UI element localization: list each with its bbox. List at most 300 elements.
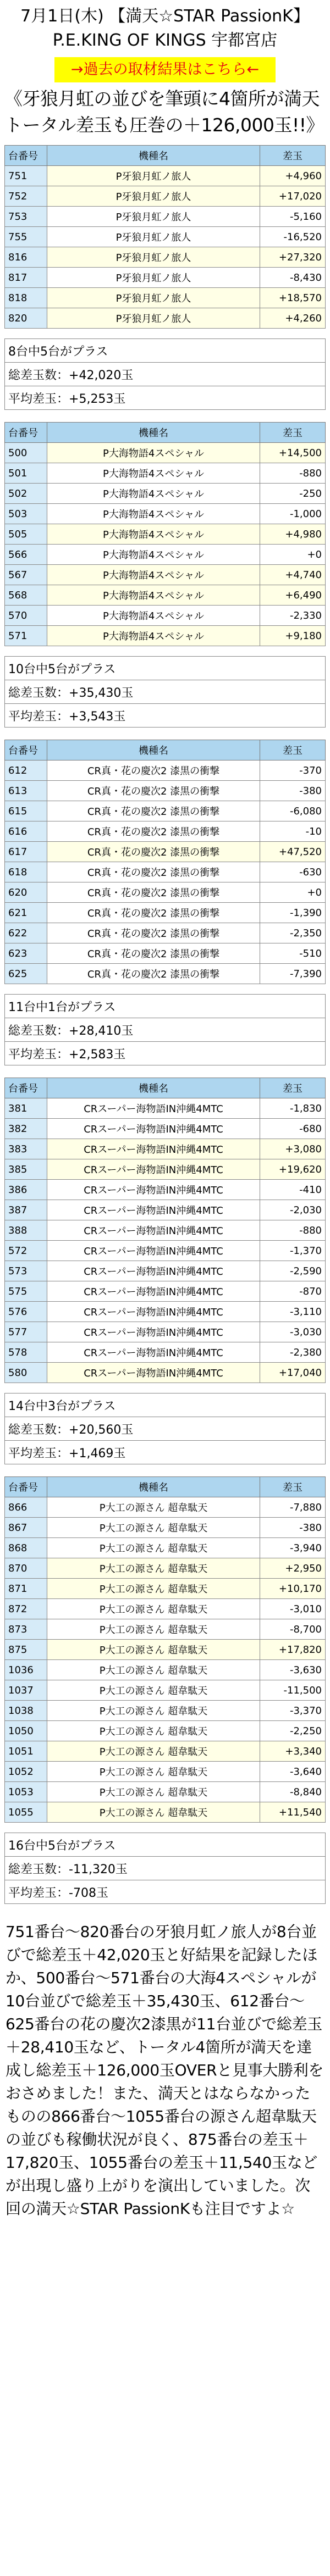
- diff-cell: -3,370: [260, 1701, 326, 1721]
- col-header-machine: 機種名: [47, 740, 260, 760]
- machine-number-cell: 576: [5, 1302, 47, 1322]
- machine-number-cell: 625: [5, 964, 47, 984]
- machine-table: [4, 145, 326, 329]
- total-diff-label: 総差玉数：: [8, 368, 69, 382]
- diff-cell: +4,960: [260, 166, 326, 186]
- table-row: [5, 923, 326, 943]
- table-header-row: [5, 1477, 326, 1497]
- col-header-machine: 機種名: [47, 1477, 260, 1497]
- table-row: [5, 207, 326, 227]
- machine-number-cell: 383: [5, 1139, 47, 1159]
- table-header-row: [5, 423, 326, 443]
- machine-name-cell: CRスーパー海物語IN沖縄4MTC: [47, 1302, 260, 1322]
- machine-number-cell: 818: [5, 288, 47, 308]
- table-row: [5, 1200, 326, 1220]
- machine-number-cell: 870: [5, 1558, 47, 1579]
- diff-cell: +17,820: [260, 1640, 326, 1660]
- machine-number-cell: 820: [5, 308, 47, 329]
- average-diff: [5, 704, 326, 728]
- table-row: [5, 1701, 326, 1721]
- diff-cell: -630: [260, 862, 326, 882]
- machine-name-cell: CR真・花の慶次2 漆黒の衝撃: [47, 964, 260, 984]
- table-row: [5, 524, 326, 545]
- table-header-row: [5, 740, 326, 760]
- diff-cell: -2,330: [260, 606, 326, 626]
- table-row: [5, 443, 326, 463]
- table-row: [5, 308, 326, 329]
- machine-number-cell: 817: [5, 268, 47, 288]
- machine-number-cell: 612: [5, 760, 47, 781]
- machine-name-cell: CRスーパー海物語IN沖縄4MTC: [47, 1220, 260, 1241]
- table-row: [5, 862, 326, 882]
- table-row: [5, 801, 326, 821]
- average-diff-label: 平均差玉：: [8, 392, 69, 406]
- plus-count: 10台中5台がプラス: [5, 657, 326, 680]
- section-summary-table: [4, 994, 326, 1065]
- diff-cell: +10,170: [260, 1579, 326, 1599]
- diff-cell: -880: [260, 1220, 326, 1241]
- diff-cell: -3,630: [260, 1660, 326, 1680]
- section-summary-table: [4, 1833, 326, 1904]
- machine-name-cell: P牙狼月虹ノ旅人: [47, 227, 260, 247]
- machine-name-cell: P大海物語4スペシャル: [47, 504, 260, 524]
- diff-cell: -870: [260, 1281, 326, 1302]
- event-date-title: 7月1日(木) 【満天☆STAR PassionK】: [20, 7, 310, 26]
- machine-table: [4, 740, 326, 984]
- diff-cell: +27,320: [260, 247, 326, 268]
- machine-name-cell: P牙狼月虹ノ旅人: [47, 247, 260, 268]
- machine-name-cell: P大工の源さん 超韋駄天: [47, 1497, 260, 1518]
- diff-cell: +17,020: [260, 186, 326, 207]
- table-row: [5, 1721, 326, 1741]
- table-row: [5, 1363, 326, 1383]
- col-header-diff: 差玉: [260, 423, 326, 443]
- machine-name-cell: P大工の源さん 超韋駄天: [47, 1701, 260, 1721]
- machine-number-cell: 566: [5, 545, 47, 565]
- machine-number-cell: 570: [5, 606, 47, 626]
- machine-name-cell: CR真・花の慶次2 漆黒の衝撃: [47, 882, 260, 903]
- diff-cell: +4,260: [260, 308, 326, 329]
- total-diff: [5, 1417, 326, 1441]
- diff-cell: -2,380: [260, 1342, 326, 1363]
- machine-number-cell: 386: [5, 1180, 47, 1200]
- table-row: [5, 1782, 326, 1802]
- table-row: [5, 821, 326, 842]
- machine-number-cell: 620: [5, 882, 47, 903]
- diff-cell: +14,500: [260, 443, 326, 463]
- machine-section: [4, 422, 326, 728]
- machine-name-cell: P大工の源さん 超韋駄天: [47, 1558, 260, 1579]
- machine-number-cell: 382: [5, 1119, 47, 1139]
- total-diff-label: 総差玉数：: [8, 1862, 69, 1877]
- machine-name-cell: P大工の源さん 超韋駄天: [47, 1660, 260, 1680]
- machine-name-cell: CRスーパー海物語IN沖縄4MTC: [47, 1119, 260, 1139]
- diff-cell: +18,570: [260, 288, 326, 308]
- machine-number-cell: 616: [5, 821, 47, 842]
- machine-number-cell: 1051: [5, 1741, 47, 1762]
- table-row: [5, 268, 326, 288]
- past-results-link[interactable]: →過去の取材結果はこちら←: [54, 57, 276, 82]
- machine-number-cell: 505: [5, 524, 47, 545]
- table-row: [5, 1762, 326, 1782]
- diff-cell: -16,520: [260, 227, 326, 247]
- total-diff-label: 総差玉数：: [8, 1423, 69, 1437]
- table-row: [5, 781, 326, 801]
- table-row: [5, 545, 326, 565]
- section-summary-table: [4, 656, 326, 728]
- machine-number-cell: 1053: [5, 1782, 47, 1802]
- table-row: [5, 1741, 326, 1762]
- diff-cell: -1,370: [260, 1241, 326, 1261]
- machine-name-cell: P大海物語4スペシャル: [47, 443, 260, 463]
- machine-name-cell: P大工の源さん 超韋駄天: [47, 1680, 260, 1701]
- section-summary-table: [4, 338, 326, 410]
- table-row: [5, 1119, 326, 1139]
- table-row: [5, 1680, 326, 1701]
- machine-sections: [0, 145, 330, 1916]
- machine-name-cell: CRスーパー海物語IN沖縄4MTC: [47, 1200, 260, 1220]
- headline: 《牙狼月虹の並びを筆頭に4箇所が満天トータル差玉も圧巻の＋126,000玉!!》: [4, 88, 324, 136]
- total-diff-value: +28,410玉: [69, 1024, 134, 1038]
- diff-cell: +0: [260, 882, 326, 903]
- table-row: [5, 227, 326, 247]
- col-header-diff: 差玉: [260, 1078, 326, 1098]
- col-header-number: 台番号: [5, 740, 47, 760]
- machine-number-cell: 753: [5, 207, 47, 227]
- diff-cell: -680: [260, 1119, 326, 1139]
- machine-name-cell: CRスーパー海物語IN沖縄4MTC: [47, 1363, 260, 1383]
- total-diff-value: +35,430玉: [69, 686, 134, 700]
- table-row: [5, 1098, 326, 1119]
- table-row: [5, 565, 326, 585]
- diff-cell: -3,640: [260, 1762, 326, 1782]
- diff-cell: +9,180: [260, 626, 326, 646]
- diff-cell: +3,080: [260, 1139, 326, 1159]
- table-header-row: [5, 146, 326, 166]
- average-diff-label: 平均差玉：: [8, 709, 69, 724]
- machine-name-cell: P大海物語4スペシャル: [47, 484, 260, 504]
- diff-cell: +6,490: [260, 585, 326, 606]
- col-header-diff: 差玉: [260, 1477, 326, 1497]
- machine-number-cell: 816: [5, 247, 47, 268]
- machine-name-cell: P大工の源さん 超韋駄天: [47, 1741, 260, 1762]
- col-header-number: 台番号: [5, 1477, 47, 1497]
- machine-name-cell: CR真・花の慶次2 漆黒の衝撃: [47, 760, 260, 781]
- diff-cell: -11,500: [260, 1680, 326, 1701]
- machine-number-cell: 872: [5, 1599, 47, 1619]
- col-header-number: 台番号: [5, 423, 47, 443]
- average-diff-label: 平均差玉：: [8, 1047, 69, 1062]
- diff-cell: +4,980: [260, 524, 326, 545]
- machine-name-cell: P大工の源さん 超韋駄天: [47, 1640, 260, 1660]
- machine-name-cell: P大海物語4スペシャル: [47, 565, 260, 585]
- machine-number-cell: 613: [5, 781, 47, 801]
- machine-number-cell: 1052: [5, 1762, 47, 1782]
- machine-name-cell: P大工の源さん 超韋駄天: [47, 1538, 260, 1558]
- machine-name-cell: CRスーパー海物語IN沖縄4MTC: [47, 1159, 260, 1180]
- diff-cell: -410: [260, 1180, 326, 1200]
- col-header-diff: 差玉: [260, 740, 326, 760]
- table-row: [5, 964, 326, 984]
- machine-number-cell: 623: [5, 943, 47, 964]
- machine-number-cell: 387: [5, 1200, 47, 1220]
- total-diff-value: +42,020玉: [69, 368, 134, 382]
- table-row: [5, 606, 326, 626]
- diff-cell: -2,590: [260, 1261, 326, 1281]
- machine-name-cell: CR真・花の慶次2 漆黒の衝撃: [47, 943, 260, 964]
- diff-cell: -2,250: [260, 1721, 326, 1741]
- machine-table: [4, 1476, 326, 1823]
- table-row: [5, 1220, 326, 1241]
- machine-number-cell: 572: [5, 1241, 47, 1261]
- machine-name-cell: P大工の源さん 超韋駄天: [47, 1802, 260, 1823]
- machine-name-cell: P大海物語4スペシャル: [47, 606, 260, 626]
- machine-name-cell: P大海物語4スペシャル: [47, 585, 260, 606]
- table-row: [5, 463, 326, 484]
- table-row: [5, 760, 326, 781]
- machine-name-cell: CRスーパー海物語IN沖縄4MTC: [47, 1180, 260, 1200]
- machine-section: [4, 740, 326, 1065]
- diff-cell: +19,620: [260, 1159, 326, 1180]
- col-header-machine: 機種名: [47, 1078, 260, 1098]
- table-row: [5, 1241, 326, 1261]
- diff-cell: +2,950: [260, 1558, 326, 1579]
- machine-section: [4, 145, 326, 410]
- diff-cell: +11,540: [260, 1802, 326, 1823]
- machine-name-cell: P大工の源さん 超韋駄天: [47, 1619, 260, 1640]
- machine-number-cell: 1037: [5, 1680, 47, 1701]
- table-row: [5, 585, 326, 606]
- machine-name-cell: CR真・花の慶次2 漆黒の衝撃: [47, 781, 260, 801]
- table-header-row: [5, 1078, 326, 1098]
- table-row: [5, 903, 326, 923]
- machine-number-cell: 578: [5, 1342, 47, 1363]
- machine-name-cell: CR真・花の慶次2 漆黒の衝撃: [47, 801, 260, 821]
- machine-name-cell: P牙狼月虹ノ旅人: [47, 288, 260, 308]
- machine-number-cell: 577: [5, 1322, 47, 1342]
- machine-number-cell: 866: [5, 1497, 47, 1518]
- machine-number-cell: 755: [5, 227, 47, 247]
- diff-cell: -880: [260, 463, 326, 484]
- diff-cell: -7,390: [260, 964, 326, 984]
- machine-number-cell: 867: [5, 1518, 47, 1538]
- machine-name-cell: P牙狼月虹ノ旅人: [47, 166, 260, 186]
- average-diff: [5, 1880, 326, 1904]
- machine-table: [4, 1078, 326, 1383]
- machine-name-cell: CRスーパー海物語IN沖縄4MTC: [47, 1261, 260, 1281]
- diff-cell: -370: [260, 760, 326, 781]
- machine-number-cell: 580: [5, 1363, 47, 1383]
- machine-name-cell: CRスーパー海物語IN沖縄4MTC: [47, 1241, 260, 1261]
- table-row: [5, 1302, 326, 1322]
- diff-cell: +3,340: [260, 1741, 326, 1762]
- table-row: [5, 1281, 326, 1302]
- machine-name-cell: CRスーパー海物語IN沖縄4MTC: [47, 1139, 260, 1159]
- machine-name-cell: CR真・花の慶次2 漆黒の衝撃: [47, 821, 260, 842]
- total-diff-label: 総差玉数：: [8, 686, 69, 700]
- diff-cell: +4,740: [260, 565, 326, 585]
- machine-number-cell: 1036: [5, 1660, 47, 1680]
- diff-cell: -10: [260, 821, 326, 842]
- diff-cell: -1,000: [260, 504, 326, 524]
- diff-cell: -380: [260, 781, 326, 801]
- total-diff: [5, 363, 326, 386]
- col-header-machine: 機種名: [47, 146, 260, 166]
- table-row: [5, 1497, 326, 1518]
- machine-name-cell: P大海物語4スペシャル: [47, 524, 260, 545]
- machine-section: [4, 1078, 326, 1464]
- machine-number-cell: 752: [5, 186, 47, 207]
- diff-cell: -3,110: [260, 1302, 326, 1322]
- machine-name-cell: CRスーパー海物語IN沖縄4MTC: [47, 1342, 260, 1363]
- machine-number-cell: 875: [5, 1640, 47, 1660]
- table-row: [5, 882, 326, 903]
- diff-cell: -3,940: [260, 1538, 326, 1558]
- diff-cell: -8,430: [260, 268, 326, 288]
- machine-name-cell: P牙狼月虹ノ旅人: [47, 186, 260, 207]
- machine-number-cell: 571: [5, 626, 47, 646]
- average-diff-label: 平均差玉：: [8, 1446, 69, 1461]
- average-diff: [5, 386, 326, 410]
- machine-number-cell: 567: [5, 565, 47, 585]
- table-row: [5, 1619, 326, 1640]
- diff-cell: -6,080: [260, 801, 326, 821]
- machine-name-cell: CR真・花の慶次2 漆黒の衝撃: [47, 903, 260, 923]
- table-row: [5, 1538, 326, 1558]
- average-diff-value: +1,469玉: [69, 1446, 126, 1461]
- machine-number-cell: 618: [5, 862, 47, 882]
- total-diff: [5, 680, 326, 704]
- table-row: [5, 1660, 326, 1680]
- diff-cell: -8,840: [260, 1782, 326, 1802]
- table-row: [5, 1342, 326, 1363]
- machine-number-cell: 568: [5, 585, 47, 606]
- machine-name-cell: CR真・花の慶次2 漆黒の衝撃: [47, 923, 260, 943]
- average-diff-value: +5,253玉: [69, 392, 126, 406]
- diff-cell: -7,880: [260, 1497, 326, 1518]
- table-row: [5, 504, 326, 524]
- machine-name-cell: CRスーパー海物語IN沖縄4MTC: [47, 1098, 260, 1119]
- table-row: [5, 842, 326, 862]
- col-header-machine: 機種名: [47, 423, 260, 443]
- diff-cell: -1,830: [260, 1098, 326, 1119]
- diff-cell: +17,040: [260, 1363, 326, 1383]
- table-row: [5, 1180, 326, 1200]
- machine-section: [4, 1476, 326, 1904]
- machine-number-cell: 1038: [5, 1701, 47, 1721]
- total-diff: [5, 1018, 326, 1042]
- machine-name-cell: P牙狼月虹ノ旅人: [47, 207, 260, 227]
- machine-number-cell: 385: [5, 1159, 47, 1180]
- diff-cell: +47,520: [260, 842, 326, 862]
- table-row: [5, 166, 326, 186]
- diff-cell: -3,030: [260, 1322, 326, 1342]
- plus-count: 8台中5台がプラス: [5, 339, 326, 363]
- plus-count: 14台中3台がプラス: [5, 1394, 326, 1417]
- average-diff-value: -708玉: [69, 1886, 108, 1900]
- table-row: [5, 1261, 326, 1281]
- table-row: [5, 186, 326, 207]
- machine-number-cell: 871: [5, 1579, 47, 1599]
- machine-name-cell: CRスーパー海物語IN沖縄4MTC: [47, 1322, 260, 1342]
- col-header-diff: 差玉: [260, 146, 326, 166]
- machine-name-cell: CR真・花の慶次2 漆黒の衝撃: [47, 842, 260, 862]
- machine-table: [4, 422, 326, 646]
- machine-name-cell: P大海物語4スペシャル: [47, 545, 260, 565]
- diff-cell: -2,350: [260, 923, 326, 943]
- machine-number-cell: 381: [5, 1098, 47, 1119]
- plus-count: 11台中1台がプラス: [5, 995, 326, 1018]
- machine-number-cell: 751: [5, 166, 47, 186]
- col-header-number: 台番号: [5, 1078, 47, 1098]
- table-row: [5, 1579, 326, 1599]
- diff-cell: -2,030: [260, 1200, 326, 1220]
- table-row: [5, 247, 326, 268]
- summary-text: 751番台〜820番台の牙狼月虹ノ旅人が8台並びで総差玉＋42,020玉と好結果を記録したほか、500番台〜571番台の大海4スペシャルが10台並びで総差玉＋35,430玉、612番台〜625番台の花の慶次2漆黒が11台並びで総差玉＋28,410玉など、トータル4箇所が満天を達成し総差玉＋126,000玉OVERと見事大勝利をおさめました！また、満天とはならなかったものの866番台〜1055番台の源さん超韋駄天の並びも稼働状況が良く、875番台の差玉＋17,820玉、1055番台の差玉＋11,540玉などが出現し盛り上がりを演出していました。次回の満天☆STAR PassionKも注目ですよ☆: [6, 1923, 324, 2218]
- table-row: [5, 1640, 326, 1660]
- diff-cell: -1,390: [260, 903, 326, 923]
- machine-name-cell: P大海物語4スペシャル: [47, 626, 260, 646]
- diff-cell: -5,160: [260, 207, 326, 227]
- diff-cell: -250: [260, 484, 326, 504]
- average-diff-value: +2,583玉: [69, 1047, 126, 1062]
- table-row: [5, 1558, 326, 1579]
- machine-number-cell: 615: [5, 801, 47, 821]
- average-diff: [5, 1042, 326, 1065]
- machine-name-cell: CRスーパー海物語IN沖縄4MTC: [47, 1281, 260, 1302]
- average-diff-label: 平均差玉：: [8, 1886, 69, 1900]
- machine-name-cell: P大工の源さん 超韋駄天: [47, 1579, 260, 1599]
- machine-name-cell: P大工の源さん 超韋駄天: [47, 1782, 260, 1802]
- machine-number-cell: 575: [5, 1281, 47, 1302]
- table-row: [5, 1518, 326, 1538]
- machine-number-cell: 622: [5, 923, 47, 943]
- machine-number-cell: 503: [5, 504, 47, 524]
- machine-number-cell: 621: [5, 903, 47, 923]
- total-diff: [5, 1857, 326, 1880]
- section-summary-table: [4, 1393, 326, 1464]
- machine-number-cell: 502: [5, 484, 47, 504]
- machine-name-cell: P大海物語4スペシャル: [47, 463, 260, 484]
- machine-number-cell: 873: [5, 1619, 47, 1640]
- table-row: [5, 1159, 326, 1180]
- machine-number-cell: 1055: [5, 1802, 47, 1823]
- table-row: [5, 943, 326, 964]
- table-row: [5, 1802, 326, 1823]
- machine-name-cell: P大工の源さん 超韋駄天: [47, 1599, 260, 1619]
- table-row: [5, 1139, 326, 1159]
- machine-name-cell: P牙狼月虹ノ旅人: [47, 268, 260, 288]
- table-row: [5, 484, 326, 504]
- machine-number-cell: 388: [5, 1220, 47, 1241]
- machine-name-cell: P大工の源さん 超韋駄天: [47, 1762, 260, 1782]
- table-row: [5, 1322, 326, 1342]
- store-name: P.E.KING OF KINGS 宇都宮店: [52, 31, 278, 50]
- average-diff-value: +3,543玉: [69, 709, 126, 724]
- total-diff-value: +20,560玉: [69, 1423, 134, 1437]
- table-row: [5, 1599, 326, 1619]
- machine-number-cell: 868: [5, 1538, 47, 1558]
- machine-name-cell: P大工の源さん 超韋駄天: [47, 1721, 260, 1741]
- diff-cell: -380: [260, 1518, 326, 1538]
- machine-number-cell: 501: [5, 463, 47, 484]
- total-diff-value: -11,320玉: [69, 1862, 128, 1877]
- machine-name-cell: P牙狼月虹ノ旅人: [47, 308, 260, 329]
- diff-cell: -8,700: [260, 1619, 326, 1640]
- machine-number-cell: 1050: [5, 1721, 47, 1741]
- plus-count: 16台中5台がプラス: [5, 1833, 326, 1857]
- machine-name-cell: P大工の源さん 超韋駄天: [47, 1518, 260, 1538]
